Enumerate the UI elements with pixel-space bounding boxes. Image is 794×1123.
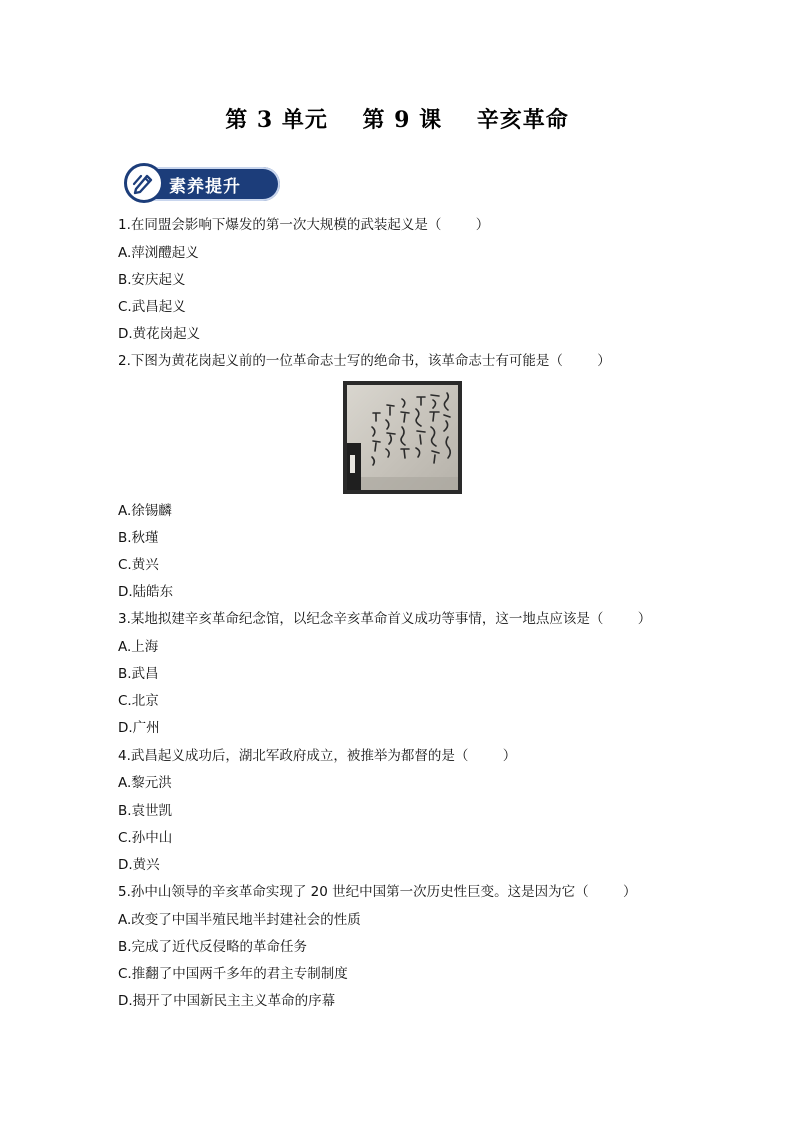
question-4-option-d: D.黄兴: [118, 857, 160, 873]
question-3-stem: 3.某地拟建辛亥革命纪念馆，以纪念辛亥革命首义成功等事情，这一地点应该是（ ）: [118, 611, 652, 627]
question-5-option-b: B.完成了近代反侵略的革命任务: [118, 939, 308, 955]
question-1-option-d: D.黄花岗起义: [118, 326, 201, 342]
section-badge: [124, 163, 282, 205]
question-5-option-c: C.推翻了中国两千多年的君主专制制度: [118, 966, 348, 982]
question-3-option-d: D.广州: [118, 720, 160, 736]
pencil-icon: [124, 163, 164, 203]
question-4-option-a: A.黎元洪: [118, 775, 172, 791]
farewell-letter-image: [343, 381, 462, 494]
section-badge-label: 素养提升: [169, 177, 241, 197]
question-1-option-b: B.安庆起义: [118, 272, 186, 288]
question-1-option-c: C.武昌起义: [118, 299, 186, 315]
question-4-stem: 4.武昌起义成功后，湖北军政府成立，被推举为都督的是（ ）: [118, 748, 517, 764]
question-2-option-b: B.秋瑾: [118, 530, 159, 546]
farewell-letter-paper: [347, 385, 458, 490]
question-2-option-a: A.徐锡麟: [118, 503, 172, 519]
question-4-option-b: B.袁世凯: [118, 803, 173, 819]
question-2-stem: 2.下图为黄花岗起义前的一位革命志士写的绝命书，该革命志士有可能是（ ）: [118, 353, 611, 369]
question-2-option-c: C.黄兴: [118, 557, 159, 573]
page-title: 第 3 单元 第 9 课 辛亥革命: [225, 107, 569, 133]
question-1-stem: 1.在同盟会影响下爆发的第一次大规模的武装起义是（ ）: [118, 217, 490, 233]
question-3-option-c: C.北京: [118, 693, 159, 709]
question-5-option-d: D.揭开了中国新民主主义革命的序幕: [118, 993, 336, 1009]
question-1-option-a: A.萍浏醴起义: [118, 245, 199, 261]
question-3-option-a: A.上海: [118, 639, 159, 655]
question-2-option-d: D.陆皓东: [118, 584, 174, 600]
question-3-option-b: B.武昌: [118, 666, 159, 682]
question-5-stem: 5.孙中山领导的辛亥革命实现了 20 世纪中国第一次历史性巨变。这是因为它（ ）: [118, 884, 637, 900]
question-5-option-a: A.改变了中国半殖民地半封建社会的性质: [118, 912, 361, 928]
question-4-option-c: C.孙中山: [118, 830, 173, 846]
